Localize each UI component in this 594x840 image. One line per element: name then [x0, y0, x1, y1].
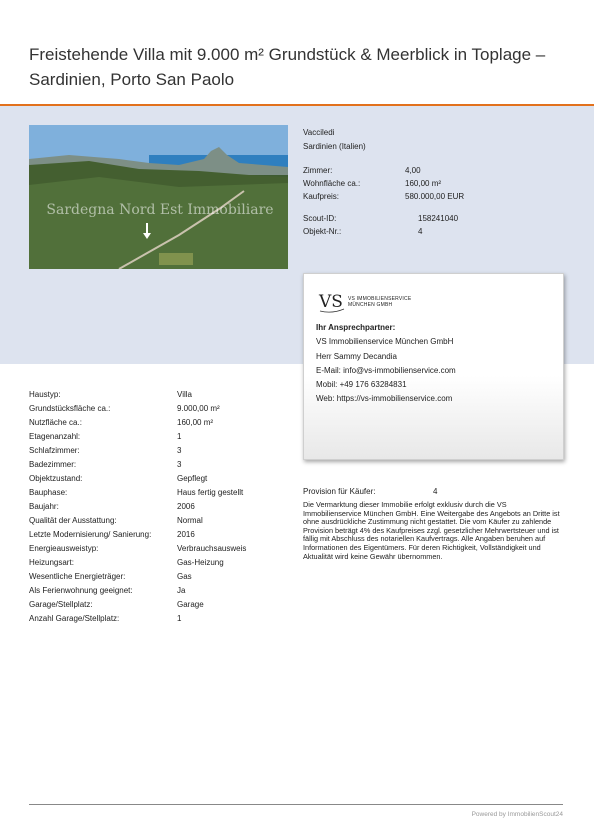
scout-id-value: 158241040 [418, 214, 459, 223]
living-area-value: 160,00 m² [405, 179, 442, 188]
company-logo-caption: VS IMMOBILIENSERVICE MÜNCHEN GMBH [348, 296, 412, 308]
detail-row: Qualität der Ausstattung: Normal [29, 516, 203, 525]
provision-row [303, 486, 438, 498]
company-logo-icon [317, 287, 347, 315]
detail-row: Nutzfläche ca.: 160,00 m² [29, 418, 214, 427]
rooms-label: Zimmer: [303, 166, 333, 175]
contact-card [303, 273, 564, 460]
contact-email-link[interactable]: E-Mail: info@vs-immobilienservice.com [316, 365, 456, 375]
photo-watermark: Sardegna Nord Est Immobiliare [46, 202, 274, 218]
detail-row: Baujahr: 2006 [29, 502, 195, 511]
svg-text:VS: VS [319, 292, 343, 312]
detail-row: Schlafzimmer: 3 [29, 446, 182, 455]
disclaimer-text: Die Vermarktung dieser Immobilie erfolgt exklusiv durch die VS Immobilienservice München GmbH. Eine Weitergabe des Angebots an Dritte ist ohne ausdrückliche Zustimmung nicht gestattet. Die vom Käufer zu zahlende Provision beträgt 4% des Kaufpreises zzgl. gesetzlicher Mehrwertsteuer und ist fällig mit Abschluss des notariellen Kaufvertrags. Alle Angaben beruhen auf Informationen des Eigentümers. Für deren Richtigkeit, Vollständigkeit und Aktualität wird keine Gewähr übernommen. [303, 500, 560, 561]
scout-id-label: Scout-ID: [303, 214, 337, 223]
detail-row: Grundstücksfläche ca.: 9.000,00 m² [29, 404, 220, 413]
detail-row: Haustyp: Villa [29, 390, 192, 399]
detail-row: Badezimmer: 3 [29, 460, 182, 469]
provision-label: Provision für Käufer: [303, 487, 376, 496]
provision-value: 4 [433, 487, 438, 496]
price-value: 580.000,00 EUR [405, 192, 465, 201]
contact-company: VS Immobilienservice München GmbH [316, 337, 454, 347]
detail-row: Energieausweistyp: Verbrauchsausweis [29, 544, 247, 553]
summary-ids [303, 212, 503, 240]
property-details-table [29, 388, 289, 626]
contact-heading: Ihr Ansprechpartner: [316, 323, 396, 332]
powered-by-text: Powered by ImmobilienScout24 [471, 811, 563, 818]
detail-row: Wesentliche Energieträger: Gas [29, 572, 192, 581]
living-area-label: Wohnfläche ca.: [303, 179, 361, 188]
object-number-value: 4 [418, 227, 423, 236]
rooms-value: 4,00 [405, 166, 421, 175]
detail-row: Anzahl Garage/Stellplatz: 1 [29, 614, 182, 623]
detail-row: Garage/Stellplatz: Garage [29, 600, 204, 609]
location-region: Sardinien (Italien) [303, 142, 366, 151]
detail-row: Heizungsart: Gas-Heizung [29, 558, 224, 567]
location-block [303, 126, 366, 154]
property-photo [29, 125, 288, 269]
contact-website-link[interactable]: Web: https://vs-immobilienservice.com [316, 394, 453, 404]
summary-key-facts [303, 164, 503, 204]
listing-title: Freistehende Villa mit 9.000 m² Grundstück & Meerblick in Toplage – Sardinien, Porto San Paolo [29, 45, 546, 89]
detail-row: Bauphase: Haus fertig gestellt [29, 488, 244, 497]
detail-row: Objektzustand: Gepflegt [29, 474, 208, 483]
location-city: Vacciledi [303, 128, 335, 137]
landscape-illustration [29, 125, 288, 269]
footer-divider [29, 804, 563, 805]
object-number-label: Objekt-Nr.: [303, 227, 342, 236]
price-label: Kaufpreis: [303, 192, 340, 201]
detail-row: Letzte Modernisierung/ Sanierung: 2016 [29, 530, 195, 539]
detail-row: Als Ferienwohnung geeignet: Ja [29, 586, 186, 595]
contact-mobile-link[interactable]: Mobil: +49 176 63284831 [316, 380, 407, 390]
contact-person: Herr Sammy Decandia [316, 351, 397, 361]
detail-row: Etagenanzahl: 1 [29, 432, 182, 441]
